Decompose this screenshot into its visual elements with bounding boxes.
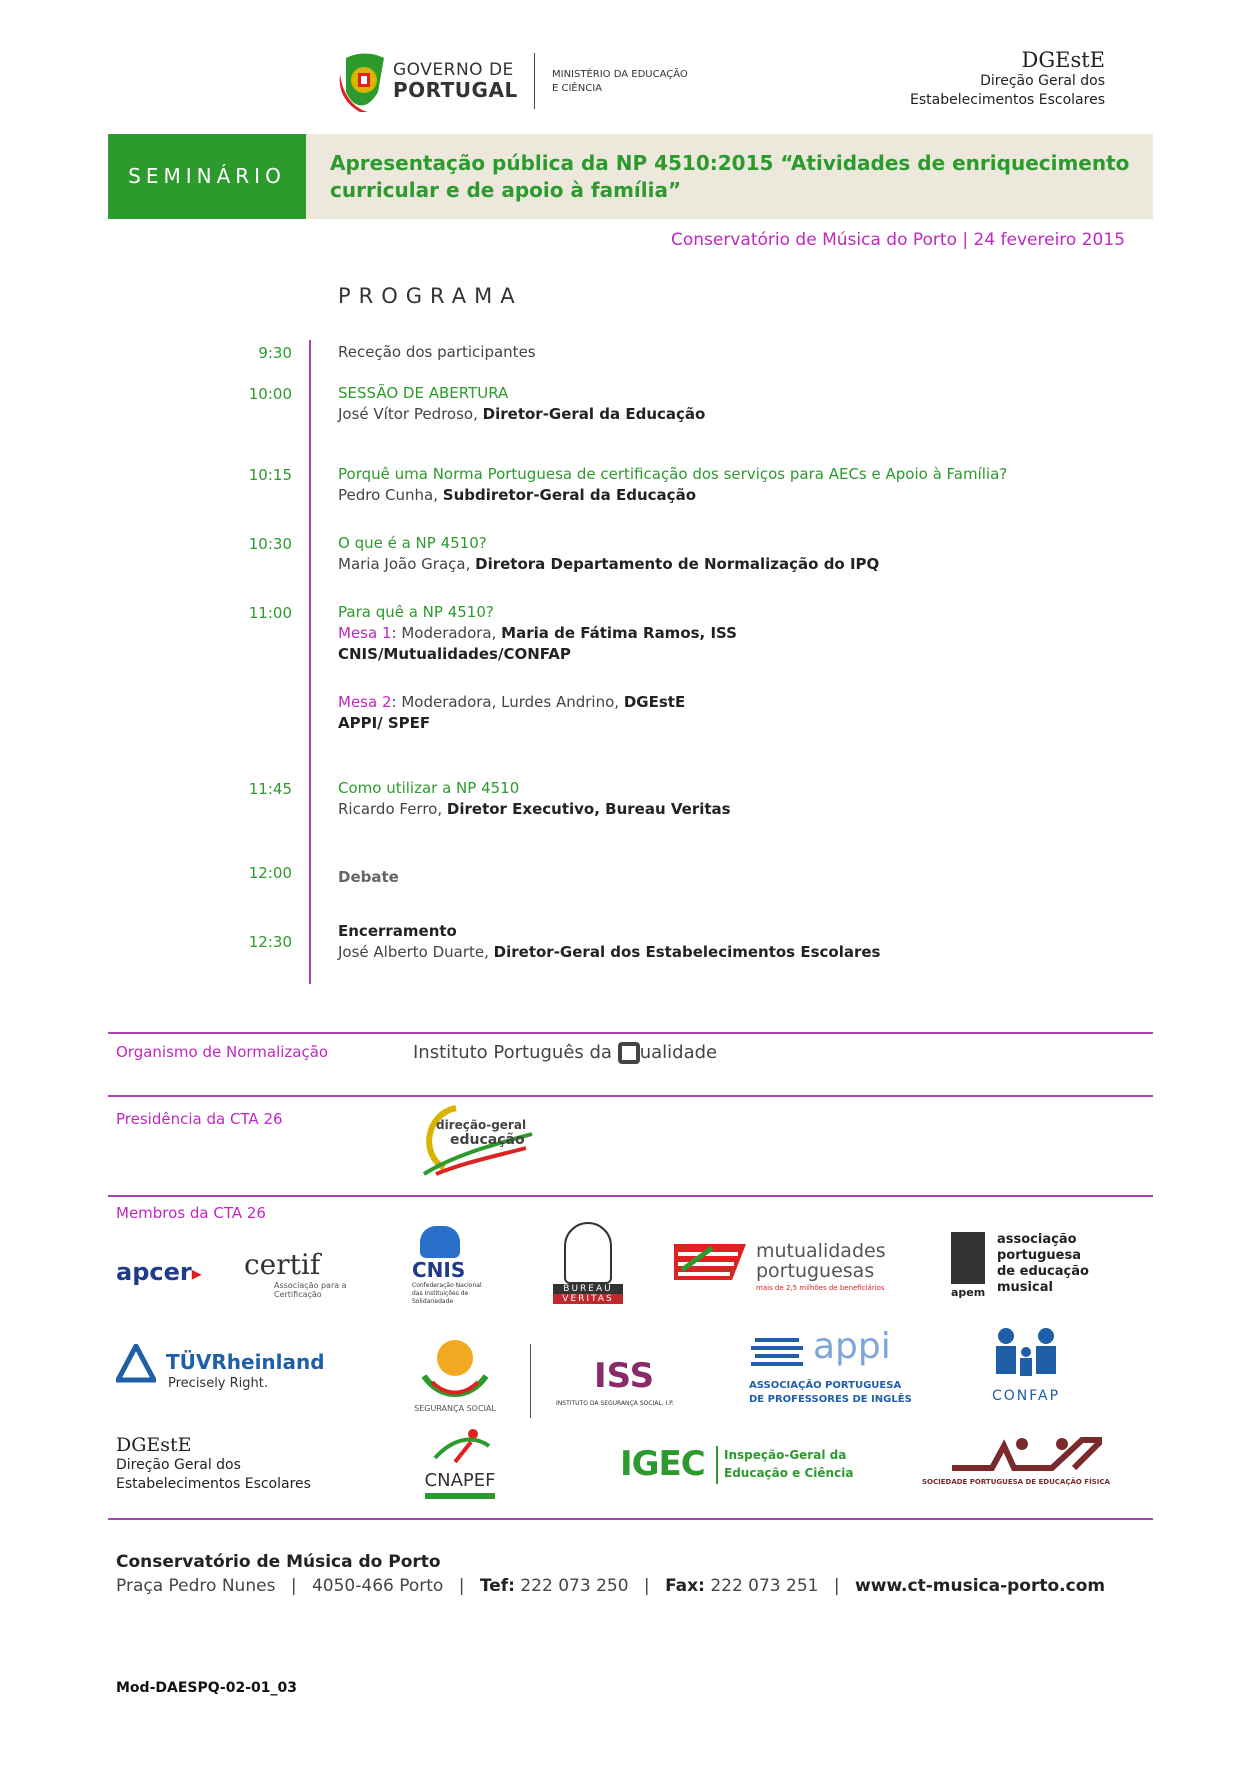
seguranca-social-logo — [400, 1336, 510, 1413]
footer-address: Praça Pedro Nunes — [116, 1576, 276, 1596]
certif-sub: Associação para a Certificação — [274, 1281, 347, 1299]
mesa1-members: CNIS/Mutualidades/CONFAP — [338, 645, 571, 663]
item-title: Debate — [338, 868, 399, 886]
item-speaker: José Vítor Pedroso, — [338, 405, 478, 423]
program-item — [338, 602, 1138, 734]
ipq-rest: ualidade — [639, 1042, 718, 1063]
certif-text: certif — [244, 1248, 321, 1281]
dgeste-member-line2: Estabelecimentos Escolares — [116, 1476, 311, 1492]
cnis-sub: Confederação Nacional das Instituições de Solidariedade — [412, 1282, 482, 1305]
cnis-text: CNIS — [412, 1258, 466, 1282]
dgeste-line2: Estabelecimentos Escolares — [910, 92, 1105, 108]
document-code: Mod-DAESPQ-02-01_03 — [116, 1680, 297, 1696]
cnis-hands-icon — [420, 1226, 460, 1258]
dgeste-member-logo — [116, 1434, 311, 1494]
item-role: Diretor-Geral dos Estabelecimentos Escolares — [493, 943, 881, 961]
mesa1-label: Mesa 1 — [338, 624, 392, 642]
time-1015: 10:15 — [248, 466, 292, 484]
item-title: SESSÃO DE ABERTURA — [338, 384, 509, 402]
dgeste-member-title: DGEstE — [116, 1434, 192, 1456]
seguranca-text: SEGURANÇA SOCIAL — [414, 1404, 496, 1413]
tuv-line1: TÜVRheinland — [166, 1350, 325, 1374]
portugal-emblem-icon — [338, 52, 388, 114]
igec-logo — [620, 1444, 854, 1488]
mutualidades-line1: mutualidades — [756, 1240, 886, 1262]
item-title: Porquê uma Norma Portuguesa de certificação dos serviços para AECs e Apoio à Família? — [338, 465, 1008, 483]
item-speaker: José Alberto Duarte, — [338, 943, 489, 961]
bureau-line1: BUREAU — [553, 1284, 623, 1294]
ministry-line2: E CIÊNCIA — [552, 83, 602, 94]
logo-divider — [530, 1344, 531, 1418]
item-title: O que é a NP 4510? — [338, 534, 487, 552]
iss-logo — [556, 1356, 696, 1407]
ipq-text: Instituto Português da — [413, 1042, 612, 1063]
apem-short: apem — [951, 1286, 986, 1299]
item-speaker: Ricardo Ferro, — [338, 800, 443, 818]
spef-logo — [922, 1436, 1110, 1492]
spef-text: SOCIEDADE PORTUGUESA DE EDUCAÇÃO FÍSICA — [922, 1478, 1110, 1486]
confap-text: CONFAP — [991, 1388, 1061, 1404]
program-item — [338, 342, 1138, 363]
appi-logo — [749, 1326, 919, 1406]
item-role: Diretor Executivo, Bureau Veritas — [446, 800, 731, 818]
seguranca-sun-icon — [420, 1336, 490, 1400]
program-item — [338, 921, 1138, 963]
apem-music-icon — [951, 1232, 985, 1284]
mesa2-name: DGEstE — [623, 693, 686, 711]
item-speaker: Maria João Graça, — [338, 555, 471, 573]
section-divider — [108, 1095, 1153, 1097]
mesa2-label: Mesa 2 — [338, 693, 392, 711]
iss-sub: INSTITUTO DA SEGURANÇA SOCIAL, I.P. — [556, 1400, 674, 1407]
bureau-seal-icon — [564, 1222, 612, 1284]
time-1030: 10:30 — [248, 535, 292, 553]
section-divider — [108, 1518, 1153, 1520]
time-1230: 12:30 — [248, 933, 292, 951]
program-item — [338, 533, 1138, 575]
footer-tel-label: Tef: — [479, 1576, 515, 1596]
seminar-label: SEMINÁRIO — [128, 164, 286, 188]
footer-fax-label: Fax: — [665, 1576, 705, 1596]
item-title: Como utilizar a NP 4510 — [338, 779, 520, 797]
footer-tel: 222 073 250 — [520, 1576, 629, 1596]
igec-line2: Educação e Ciência — [724, 1466, 854, 1480]
mesa2-text: : Moderadora, Lurdes Andrino, — [391, 693, 620, 711]
footer-contact: Praça Pedro Nunes | 4050-466 Porto | Tef: 222 073 250 | Fax: 222 073 251 | www.ct-musica-porto.com — [116, 1576, 1106, 1596]
dge-line1: direção-geral — [436, 1118, 527, 1132]
dgeste-title: DGEstE — [1021, 48, 1105, 72]
footer-web-link[interactable]: www.ct-musica-porto.com — [855, 1576, 1106, 1596]
dge-line2: educação — [450, 1132, 525, 1148]
time-1145: 11:45 — [248, 780, 292, 798]
time-0930: 9:30 — [258, 344, 292, 362]
header-divider — [534, 53, 535, 109]
item-role: Diretor-Geral da Educação — [482, 405, 706, 423]
cnis-logo — [412, 1226, 492, 1306]
gov-line2: PORTUGAL — [393, 78, 518, 102]
ministry-label — [552, 68, 688, 96]
cnapef-figure-icon — [425, 1426, 495, 1466]
gov-logo — [338, 52, 388, 118]
appi-line2: DE PROFESSORES DE INGLÊS — [749, 1394, 912, 1405]
dgeste-line1: Direção Geral dos — [980, 73, 1105, 89]
item-title: Encerramento — [338, 922, 457, 940]
dgeste-member-line1: Direção Geral dos — [116, 1457, 241, 1473]
mutualidades-sub: mais de 2,5 milhões de beneficiários — [756, 1284, 885, 1292]
item-role: Diretora Departamento de Normalização do IPQ — [475, 555, 880, 573]
time-1100: 11:00 — [248, 604, 292, 622]
program-item — [338, 464, 1138, 506]
confap-logo — [976, 1324, 1076, 1404]
appi-text: appi — [813, 1326, 891, 1367]
time-1000: 10:00 — [248, 385, 292, 403]
apcer-logo — [116, 1258, 202, 1286]
appi-lines-icon — [749, 1334, 805, 1374]
time-1200: 12:00 — [248, 864, 292, 882]
igec-line1: Inspeção-Geral da — [724, 1448, 847, 1462]
presidencia-label: Presidência da CTA 26 — [116, 1110, 283, 1128]
spef-figures-icon — [952, 1436, 1102, 1472]
certif-logo — [244, 1248, 394, 1299]
bureau-veritas-logo — [553, 1222, 623, 1304]
ipq-logo — [413, 1042, 717, 1064]
dgeste-header-logo — [910, 48, 1105, 110]
apem-text: associação portuguesa de educação musical — [997, 1232, 1089, 1295]
program-item — [338, 867, 1138, 888]
section-divider — [108, 1032, 1153, 1034]
dge-logo — [416, 1104, 536, 1176]
tuv-logo — [116, 1344, 346, 1400]
apcer-arrow-icon: ▸ — [191, 1261, 202, 1285]
iss-text: ISS — [594, 1356, 655, 1396]
mesa1-name: Maria de Fátima Ramos, ISS — [501, 624, 737, 642]
item-title: Receção dos participantes — [338, 343, 536, 361]
footer-name: Conservatório de Música do Porto — [116, 1552, 441, 1572]
program-item — [338, 778, 1138, 820]
mutualidades-flag-icon — [672, 1240, 748, 1284]
mesa1-text: : Moderadora, — [391, 624, 497, 642]
item-title: Para quê a NP 4510? — [338, 603, 494, 621]
footer-postal: 4050-466 Porto — [311, 1576, 444, 1596]
ministry-line1: MINISTÉRIO DA EDUCAÇÃO — [552, 69, 688, 80]
tuv-triangle-icon — [116, 1344, 156, 1384]
appi-line1: ASSOCIAÇÃO PORTUGUESA — [749, 1380, 902, 1391]
timeline-line — [309, 340, 311, 984]
program-item — [338, 383, 1138, 425]
mesa2-members: APPI/ SPEF — [338, 714, 431, 732]
venue-date: Conservatório de Música do Porto | 24 fevereiro 2015 — [671, 230, 1125, 250]
membros-label: Membros da CTA 26 — [116, 1204, 266, 1222]
cnapef-logo — [410, 1426, 510, 1499]
programa-heading: PROGRAMA — [338, 284, 523, 308]
item-speaker: Pedro Cunha, — [338, 486, 438, 504]
item-role: Subdiretor-Geral da Educação — [442, 486, 696, 504]
seminar-title: Apresentação pública da NP 4510:2015 “Atividades de enriquecimento curricular e de apoio à família” — [330, 151, 1130, 202]
mutualidades-line2: portuguesas — [756, 1260, 875, 1282]
gov-line1: GOVERNO DE — [393, 60, 514, 80]
ipq-q-icon — [618, 1042, 640, 1064]
footer-fax: 222 073 251 — [710, 1576, 819, 1596]
confap-family-icon — [986, 1324, 1066, 1384]
normalizacao-label: Organismo de Normalização — [116, 1043, 329, 1061]
apem-logo — [951, 1232, 1101, 1302]
apcer-text: apcer — [116, 1258, 192, 1286]
cnapef-text: CNAPEF — [424, 1470, 496, 1491]
igec-divider — [716, 1446, 718, 1484]
igec-text: IGEC — [620, 1444, 705, 1484]
cnapef-bar — [425, 1493, 495, 1499]
bureau-line2: VERITAS — [553, 1294, 623, 1304]
tuv-line2: Precisely Right. — [168, 1376, 269, 1391]
section-divider — [108, 1195, 1153, 1197]
